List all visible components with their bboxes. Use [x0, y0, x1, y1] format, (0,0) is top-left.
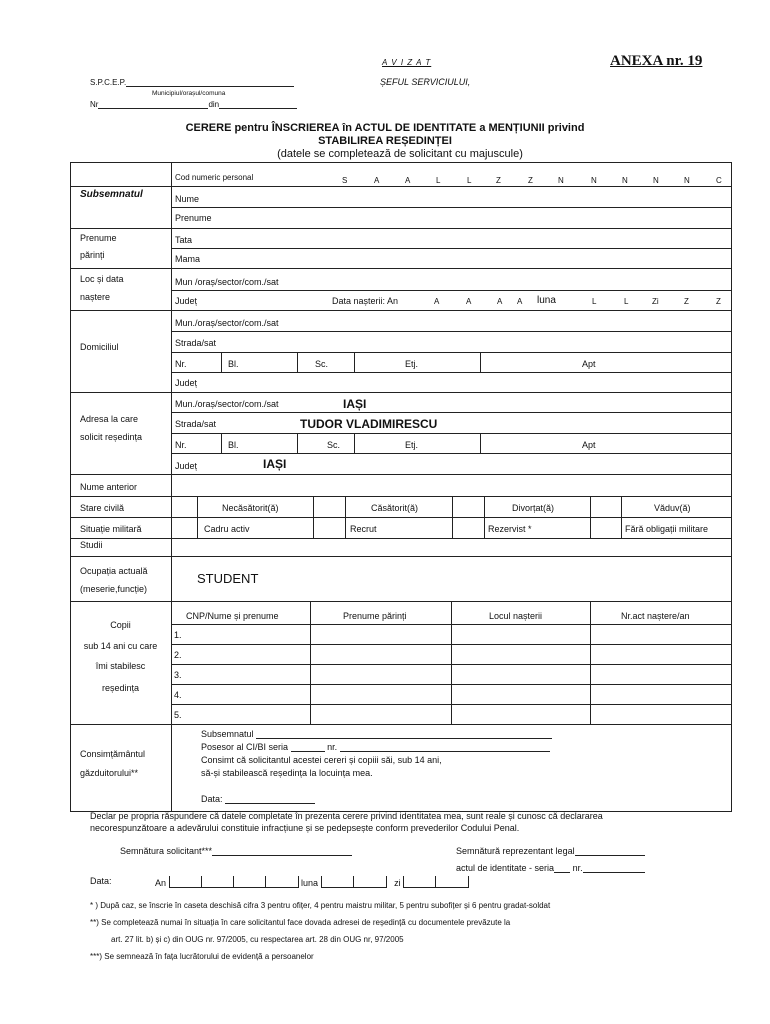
adresa-etj-label: Etj. [405, 440, 419, 450]
birth-day-z2: Z [716, 297, 721, 306]
ocupatia-label1: Ocupația actuală [80, 566, 148, 576]
birth-month-l2: L [624, 297, 629, 306]
adresa-strada-value: TUDOR VLADIMIRESCU [300, 417, 438, 431]
subsemnatul-label: Subsemnatul [80, 189, 143, 200]
consim-data: Data: [201, 794, 315, 804]
judet-label: Județ [175, 296, 198, 306]
adresa-bl-label: Bl. [228, 440, 239, 450]
cnp-letter-z1: Z [496, 176, 501, 185]
consim-label1: Consimțământul [80, 749, 146, 759]
copii-label2: sub 14 ani cu care [83, 641, 158, 651]
adresa-mun-value: IAȘI [343, 397, 367, 411]
domiciliu-bl-label: Bl. [228, 359, 239, 369]
prenume-parinti-label2: părinți [80, 250, 105, 260]
note-1: * ) După caz, se înscrie în caseta deschisă cifra 3 pentru ofițer, 4 pentru maistru militar, 5 pentru subofițer și 6 pentru gradat-soldat [90, 901, 551, 910]
domiciliu-mun-label: Mun./oraș/sector/com./sat [175, 318, 279, 328]
adresa-judet-value: IAȘI [263, 457, 287, 471]
cnp-letter-a2: A [405, 176, 411, 185]
spcep-label: S.P.C.E.P. [90, 78, 294, 87]
ocupatia-value: STUDENT [197, 571, 259, 586]
domiciliu-apt-label: Apt [582, 359, 596, 369]
child-row-5: 5. [174, 710, 182, 720]
nume-label: Nume [175, 194, 200, 204]
ocupatia-label2: (meserie,funcție) [80, 584, 148, 594]
data-nasterii-label: Data nașterii: An [332, 296, 399, 306]
copii-nr-act-header: Nr.act naștere/an [621, 611, 690, 621]
casatorit-option[interactable]: Căsătorit(ă) [371, 503, 419, 513]
situatie-militara-label: Situație militară [80, 524, 142, 534]
adresa-label1: Adresa la care [80, 414, 139, 424]
adresa-mun-label: Mun./oraș/sector/com./sat [175, 399, 279, 409]
luna-label: luna [537, 295, 556, 306]
prenume-label: Prenume [175, 213, 212, 223]
studii-label: Studii [80, 540, 103, 550]
note-3: art. 27 lit. b) și c) din OUG nr. 97/2005, cu respectarea art. 28 din OUG nr, 97/2005 [111, 935, 404, 944]
loc-data-label1: Loc și data [80, 274, 124, 284]
copii-label3: îmi stabilesc [95, 661, 146, 671]
cnp-letter-c: C [716, 176, 722, 185]
consim-subsemnatul: Subsemnatul [201, 729, 552, 739]
domiciliu-etj-label: Etj. [405, 359, 419, 369]
anexa-number: ANEXA nr. 19 [610, 53, 703, 69]
cnp-label: Cod numeric personal [175, 173, 254, 182]
note-2: **) Se completează numai în situația în care solicitantul face dovada adresei de reședință cu documentele prevăzute la [90, 918, 511, 927]
birth-year-a4: A [517, 297, 523, 306]
semnatura-reprezentant: Semnătură reprezentant legal [456, 846, 645, 856]
copii-locul-nasterii-header: Locul nașterii [489, 611, 543, 621]
domiciliu-judet-label: Județ [175, 378, 198, 388]
child-row-1: 1. [174, 630, 182, 640]
copii-cnp-header: CNP/Nume și prenume [186, 611, 279, 621]
municipiu-caption: Municipiul/orașul/comuna [152, 90, 226, 97]
adresa-apt-label: Apt [582, 440, 596, 450]
consim-text1: Consimt că solicitantul acestei cereri și copiii săi, sub 14 ani, [201, 755, 442, 765]
mun-sat-label: Mun /oraș/sector/com./sat [175, 277, 279, 287]
cnp-letter-s: S [342, 176, 348, 185]
copii-label1: Copii [110, 620, 131, 630]
seful-serviciului: ȘEFUL SERVICIULUI, [380, 77, 471, 87]
adresa-judet-label: Județ [175, 461, 198, 471]
domiciliu-strada-label: Strada/sat [175, 338, 217, 348]
act-identitate-line: actul de identitate - seria nr. [456, 863, 645, 873]
stare-civila-label: Stare civilă [80, 503, 125, 513]
cnp-letter-a1: A [374, 176, 380, 185]
domiciliu-nr-label: Nr. [175, 359, 187, 369]
cnp-letter-n3: N [622, 176, 628, 185]
declaratie-line1: Declar pe propria răspundere că datele completate în prezenta cerere privind identitatea mea, sunt reale și cunosc că declararea [90, 811, 603, 821]
divortat-option[interactable]: Divorțat(ă) [512, 503, 555, 513]
birth-day-label: Zi [652, 297, 659, 306]
birth-year-a1: A [434, 297, 440, 306]
cnp-letter-z2: Z [528, 176, 533, 185]
cnp-letter-n4: N [653, 176, 659, 185]
prenume-parinti-label1: Prenume [80, 233, 117, 243]
child-row-4: 4. [174, 690, 182, 700]
avizat-label: A V I Z A T [382, 58, 432, 67]
form-title-line3: (datele se completează de solicitant cu majuscule) [277, 148, 523, 160]
nr-din-line: Nr din [90, 100, 297, 109]
semnatura-solicitant: Semnătura solicitant*** [120, 846, 352, 856]
adresa-nr-label: Nr. [175, 440, 187, 450]
form-title-line1: CERERE pentru ÎNSCRIEREA în ACTUL DE IDENTITATE a MENȚIUNII privind [185, 122, 585, 134]
form-title-line2: STABILIREA REȘEDINȚEI [318, 135, 452, 147]
tata-label: Tata [175, 235, 193, 245]
adresa-label2: solicit reședința [80, 432, 143, 442]
consim-label2: găzduitorului** [80, 768, 139, 778]
form-table [70, 162, 732, 812]
note-4: ***) Se semnează în fața lucrătorului de evidență a persoanelor [90, 952, 314, 961]
footer-date-line: An luna zi [155, 876, 469, 888]
recrut-option[interactable]: Recrut [350, 524, 377, 534]
copii-prenume-parinti-header: Prenume părinți [343, 611, 407, 621]
birth-year-a2: A [466, 297, 472, 306]
mama-label: Mama [175, 254, 201, 264]
birth-month-l1: L [592, 297, 597, 306]
declaratie-line2: necorespunzătoare a adevărului constituie infracțiune și se pedepsește conform prevederilor Codului Penal. [90, 823, 520, 833]
loc-data-label2: naștere [80, 292, 111, 302]
cnp-letter-n1: N [558, 176, 564, 185]
cnp-letter-n5: N [684, 176, 690, 185]
cnp-letter-l2: L [467, 176, 472, 185]
rezervist-option[interactable]: Rezervist * [488, 524, 532, 534]
necasatorit-option[interactable]: Necăsătorit(ă) [222, 503, 279, 513]
consim-text2: să-și stabilească reședința la locuința mea. [201, 768, 373, 778]
fara-obligatii-option[interactable]: Fără obligații militare [625, 524, 709, 534]
nume-anterior-label: Nume anterior [80, 482, 138, 492]
cnp-letter-l1: L [436, 176, 441, 185]
cnp-letter-n2: N [591, 176, 597, 185]
birth-year-a3: A [497, 297, 503, 306]
domiciliu-sc-label: Sc. [315, 359, 329, 369]
cadru-activ-option[interactable]: Cadru activ [204, 524, 250, 534]
footer-data-label: Data: [90, 876, 112, 886]
adresa-sc-label: Sc. [327, 440, 341, 450]
child-row-2: 2. [174, 650, 182, 660]
adresa-strada-label: Strada/sat [175, 419, 217, 429]
domiciliul-label: Domiciliul [80, 342, 119, 352]
vaduv-option[interactable]: Văduv(ă) [654, 503, 691, 513]
copii-label4: reședința [101, 683, 140, 693]
birth-day-z1: Z [684, 297, 689, 306]
consim-posesor: Posesor al CI/BI seria nr. [201, 742, 550, 752]
child-row-3: 3. [174, 670, 182, 680]
